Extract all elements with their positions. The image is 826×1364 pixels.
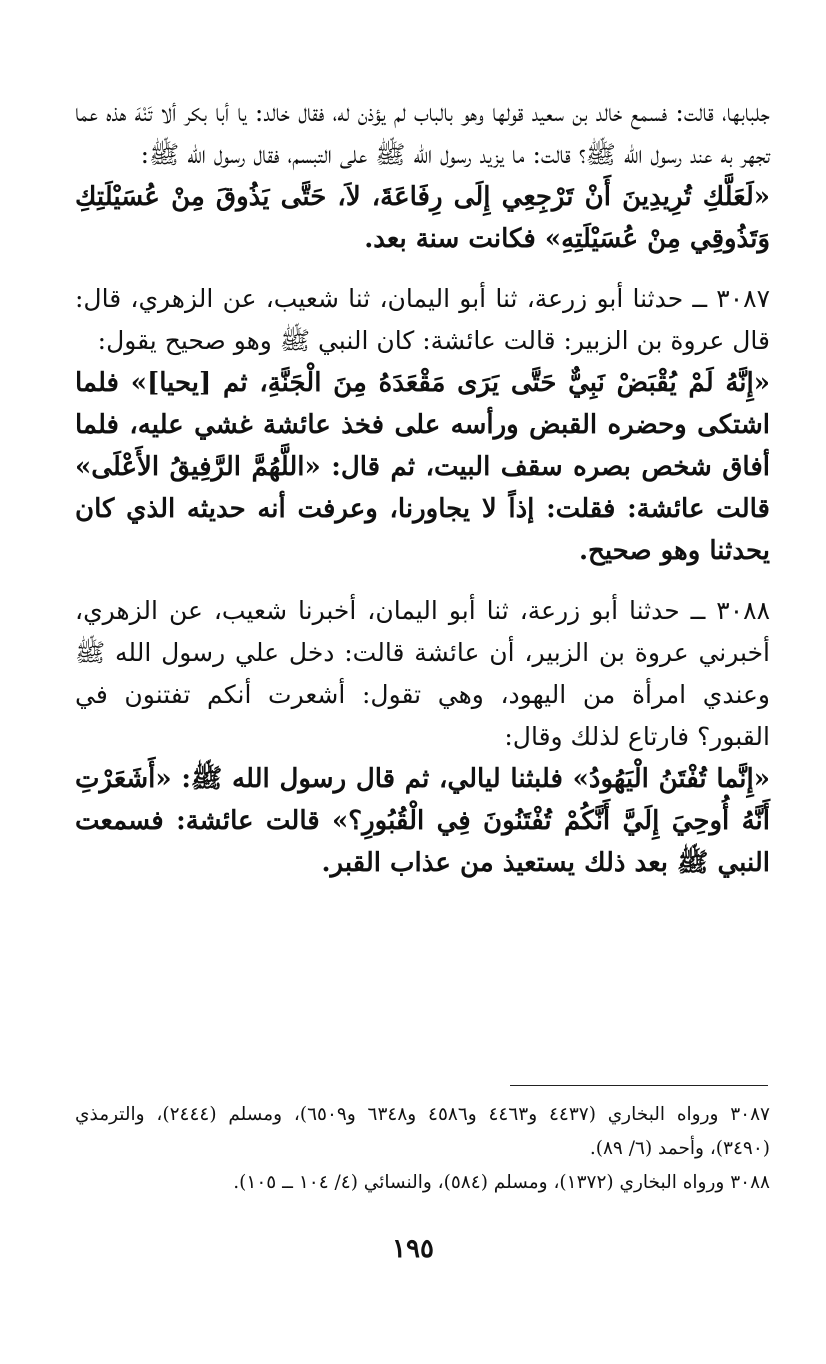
footnotes <box>75 1098 770 1200</box>
footnote-divider <box>510 1085 768 1086</box>
footnote-3087: ٣٠٨٧ ورواه البخاري (٤٤٣٧ و٤٤٦٣ و٤٥٨٦ و٦٣٤٨ و٦٥٠٩)، ومسلم (٢٤٤٤)، والترمذي (٣٤٩٠)، وأحمد (٦/ ٨٩). <box>75 1104 770 1159</box>
footnote-3088: ٣٠٨٨ ورواه البخاري (١٣٧٢)، ومسلم (٥٨٤)، والنسائي (٤/ ١٠٤ ــ ١٠٥). <box>233 1172 770 1193</box>
paragraph-hadith-quote-2: «إِنَّهُ لَمْ يُقْبَضْ نَبِيٌّ حَتَّى يَرَى مَقْعَدَهُ مِنَ الْجَنَّةِ، ثم [يحيا]» فلما اشتكى وحضره القبض ورأسه على فخذ عائشة غشي عليه، فلما أفاق شخص بصره سقف البيت، ثم قال: «اللَّهُمَّ الرَّفِيقُ الأَعْلَى» قالت عائشة: فقلت: إذاً لا يجاورنا، وعرفت أنه حديثه الذي كان يحدثنا وهو صحيح. <box>75 368 770 566</box>
paragraph-hadith-3088: ٣٠٨٨ ــ حدثنا أبو زرعة، ثنا أبو اليمان، أخبرنا شعيب، عن الزهري، أخبرني عروة بن الزبير، أن عائشة قالت: دخل علي رسول الله ﷺ وعندي امرأة من اليهود، وهي تقول: أشعرت أنكم تفتنون في القبور؟ فارتاع لذلك وقال: <box>75 596 770 751</box>
paragraph-hadith-quote-3: «إِنَّما تُفْتَنُ الْيَهُودُ» فلبثنا ليالي، ثم قال رسول الله ﷺ: «أَشَعَرْتِ أَنَّهُ أُوحِيَ إِلَيَّ أَنَّكُمْ تُفْتَنُونَ فِي الْقُبُورِ؟» قالت عائشة: فسمعت النبي ﷺ بعد ذلك يستعيذ من عذاب القبر. <box>75 764 770 878</box>
spacer <box>75 572 770 590</box>
paragraph-narration-1: جلبابها، قالت: فسمع خالد بن سعيد قولها وهو بالباب لم يؤذن له، فقال خالد: يا أبا بكر ألا تَنْهَ هذه عما تجهر به عند رسول الله ﷺ؟ قالت: ما يزيد رسول الله ﷺ على التبسم، فقال رسول الله ﷺ: <box>75 98 770 169</box>
paragraph-hadith-3087: ٣٠٨٧ ــ حدثنا أبو زرعة، ثنا أبو اليمان، ثنا شعيب، عن الزهري، قال: قال عروة بن الزبير: قالت عائشة: كان النبي ﷺ وهو صحيح يقول: <box>75 284 770 355</box>
page-body <box>75 92 770 884</box>
spacer <box>75 260 770 278</box>
paragraph-hadith-quote-1: «لَعَلَّكِ تُرِيدِينَ أَنْ تَرْجِعِي إِلَى رِفَاعَةَ، لاَ، حَتَّى يَذُوقَ مِنْ عُسَيْلَتِكِ وَتَذُوقِي مِنْ عُسَيْلَتِهِ» فكانت سنة بعد. <box>75 182 770 254</box>
page-number: ١٩٥ <box>392 1234 434 1264</box>
